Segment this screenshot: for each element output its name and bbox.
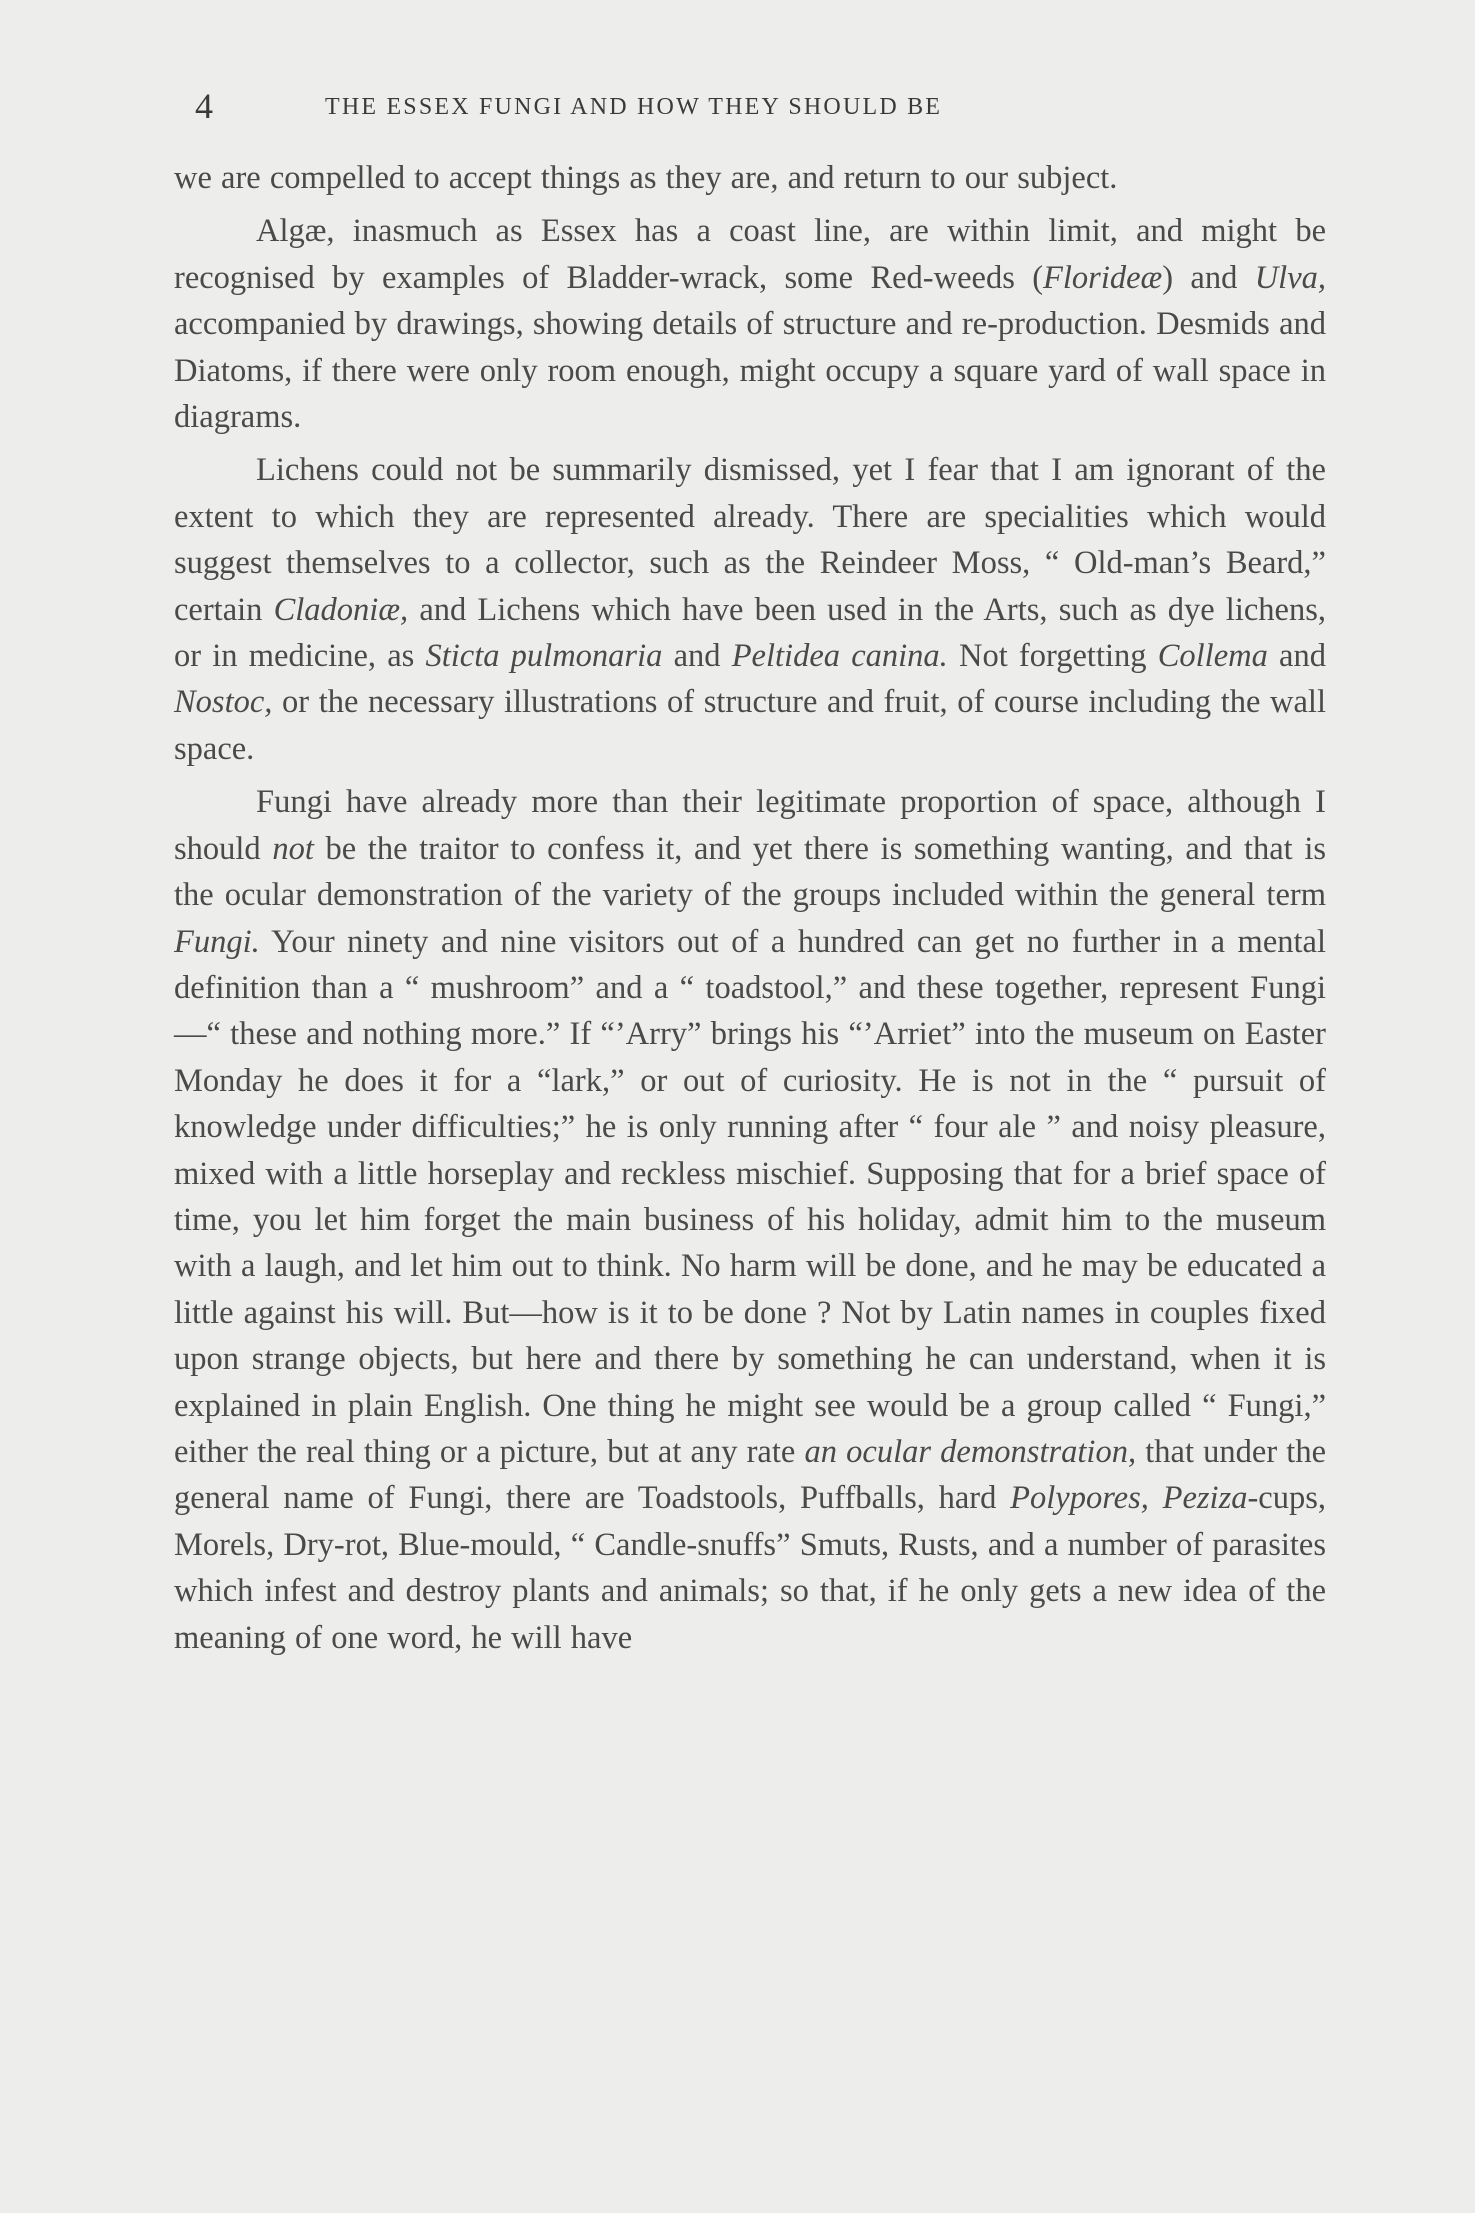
text-run: Lichens could not be summarily dismissed, yet I fear that I am ignorant of the extent to which they are represented already. There are specialities which would suggest themselves to a collector, such as the Reindeer Moss, “ Old-man’s Beard,” certain [174, 452, 1326, 628]
text-run: that under the general name of Fungi, there are Toadstools, Puffballs, hard [174, 1433, 1327, 1517]
text-run: Not forgetting [947, 638, 1158, 675]
paragraph [174, 779, 1326, 1661]
italic-term: an ocular demonstration, [804, 1433, 1137, 1470]
text-run: or the necessary illustrations of structure and fruit, of course including the wall space. [174, 684, 1326, 767]
running-title: THE ESSEX FUNGI AND HOW THEY SHOULD BE [325, 94, 943, 120]
text-run: and [1267, 638, 1326, 675]
italic-term: Polypores, [1010, 1480, 1149, 1517]
italic-term: Sticta pulmonaria [425, 638, 663, 675]
paragraph [174, 208, 1326, 440]
italic-term: Peltidea canina. [731, 638, 948, 675]
text-run: we are compelled to accept things as they are, and return to our subject. [174, 160, 1118, 196]
page-header [170, 86, 1320, 126]
italic-term: Nostoc, [174, 684, 273, 721]
paragraph [174, 155, 1326, 201]
italic-term: not [272, 830, 314, 867]
italic-term: Cladoniæ, [273, 591, 409, 628]
italic-term: Peziza [1162, 1480, 1248, 1517]
text-run: -cups, Morels, Dry-rot, Blue-mould, “ Candle-snuffs” Smuts, Rusts, and a number of parasites which infest and destroy plants and animals; so that, if he only gets a new idea of the meaning of one word, he will have [174, 1480, 1327, 1656]
body-text [174, 155, 1326, 1668]
text-run: be the traitor to confess it, and yet there is something wanting, and that is the ocular demonstration of the variety of the groups included within the general term [174, 830, 1326, 914]
italic-term: Fungi. [174, 923, 260, 960]
text-run: Your ninety and nine visitors out of a hundred can get no further in a mental definition than a “ mushroom” and a “ toadstool,” and these together, represent Fungi—“ these and nothing more.” If “’Arry” brings his “’Arriet” into the museum on Easter Monday he does it for a “lark,” or out of curiosity. He is not in the “ pursuit of knowledge under difficulties;” he is only running after “ four ale ” and noisy pleasure, mixed with a little horseplay and reckless mischief. Supposing that for a brief space of time, you let him forget the main business of his holiday, admit him to the museum with a laugh, and let him out to think. No harm will be done, and he may be educated a little against his will. But—how is it to be done ? Not by Latin names in couples fixed upon strange objects, but here and there by something he can understand, when it is explained in plain English. One thing he might see would be a group called “ Fungi,” either the real thing or a picture, but at any rate [174, 923, 1326, 1470]
italic-term: Collema [1157, 638, 1268, 675]
text-run: Algæ, inasmuch as Essex has a coast line, are within limit, and might be recognised by examples of Bladder-wrack, some Red-weeds ( [174, 213, 1326, 296]
page-number: 4 [195, 86, 213, 126]
paragraph [174, 447, 1326, 772]
text-run: accompanied by drawings, showing details of structure and re-production. Desmids and Diatoms, if there were only room enough, might occupy a square yard of wall space in diagrams. [174, 306, 1326, 436]
text-run: and Lichens which have been used in the Arts, such as dye lichens, or in medicine, as [174, 591, 1326, 675]
text-run: ) and [1162, 259, 1255, 296]
italic-term: Ulva, [1254, 259, 1327, 296]
text-run: and [662, 638, 732, 675]
italic-term: Florideæ [1043, 259, 1163, 296]
text-run [1149, 1480, 1163, 1516]
text-run: Fungi have already more than their legitimate proportion of space, although I should [174, 784, 1326, 867]
